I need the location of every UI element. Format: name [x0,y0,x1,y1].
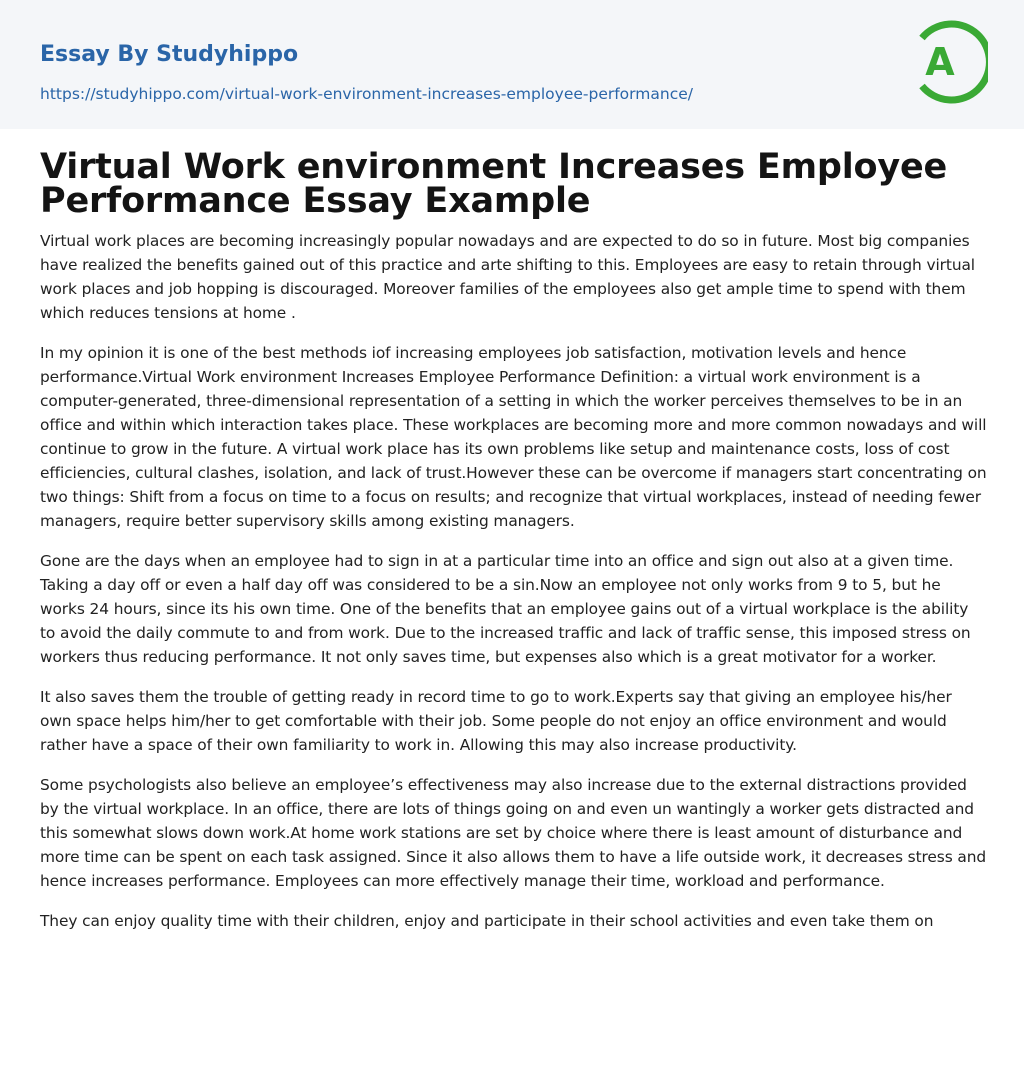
article-url-link[interactable]: https://studyhippo.com/virtual-work-environment-increases-employee-performance/ [40,85,693,103]
paragraph: Virtual work places are becoming increasingly popular nowadays and are expected to do so in future. Most big companies have realized the benefits gained out of this practice and arte shifting to this. Employees are easy to retain through virtual work places and job hopping is discouraged. Moreover families of the employees also get ample time to spend with them which reduces tensions at home . [40,232,975,322]
page-title: Virtual Work environment Increases Employee Performance Essay Example [40,147,948,221]
essay-body [40,229,988,949]
studyhippo-logo-icon[interactable] [912,18,988,106]
brand-title[interactable]: Essay By Studyhippo [40,42,299,67]
paragraph: Some psychologists also believe an employee’s effectiveness may also increase due to the external distractions provided by the virtual workplace. In an office, there are lots of things going on and even un wantingly a worker gets distracted and this somewhat slows down work.At home work stations are set by choice where there is least amount of disturbance and more time can be spent on each task assigned. Since it also allows them to have a life outside work, it decreases stress and hence increases performance. Employees can more effectively manage their time, workload and performance. [40,776,987,890]
paragraph: In my opinion it is one of the best methods iof increasing employees job satisfaction, motivation levels and hence performance.Virtual Work environment Increases Employee Performance Definition: a virtual work environment is a computer-generated, three-dimensional representation of a setting in which the worker perceives themselves to be in an office and within which interaction takes place. These workplaces are becoming more and more common nowadays and will continue to grow in the future. A virtual work place has its own problems like setup and maintenance costs, loss of cost efficiencies, cultural clashes, isolation, and lack of trust.However these can be overcome if managers start concentrating on two things: Shift from a focus on time to a focus on results; and recognize that virtual workplaces, instead of needing fewer managers, require better supervisory skills among existing managers. [40,344,987,530]
logo-letter: A [925,40,955,84]
paragraph: It also saves them the trouble of getting ready in record time to go to work.Experts say that giving an employee his/her own space helps him/her to get comfortable with their job. Some people do not enjoy an office environment and would rather have a space of their own familiarity to work in. Allowing this may also increase productivity. [40,688,952,754]
paragraph: Gone are the days when an employee had to sign in at a particular time into an office and sign out also at a given time. Taking a day off or even a half day off was considered to be a sin.Now an employee not only works from 9 to 5, but he works 24 hours, since its his own time. One of the benefits that an employee gains out of a virtual workplace is the ability to avoid the daily commute to and from work. Due to the increased traffic and lack of traffic sense, this imposed stress on workers thus reducing performance. It not only saves time, but expenses also which is a great motivator for a worker. [40,552,971,666]
paragraph: They can enjoy quality time with their children, enjoy and participate in their school activities and even take them on [40,912,934,930]
site-header [0,0,1024,129]
